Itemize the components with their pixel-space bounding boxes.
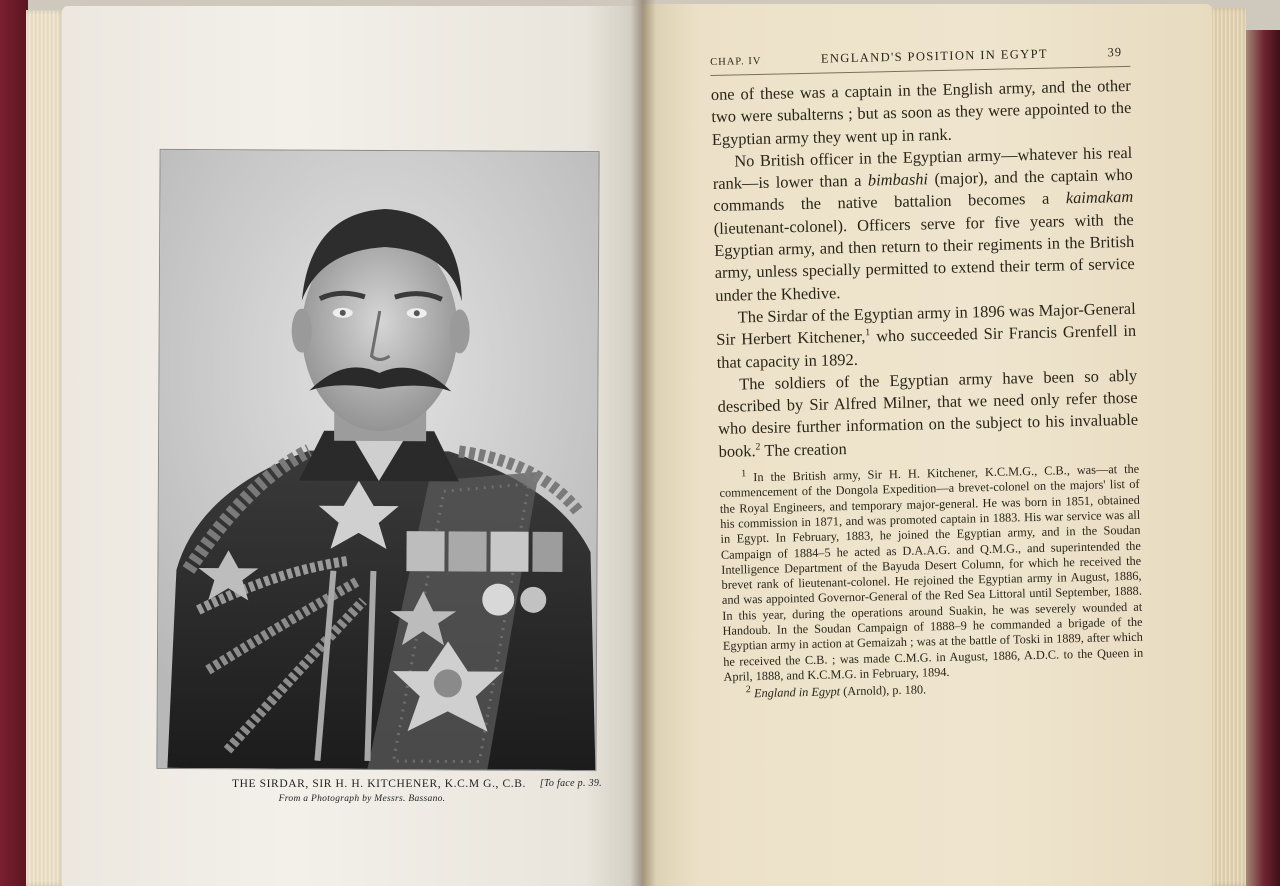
- paragraph-3-text-a: The Sirdar of the Egyptian army in 1896 was Major-General Sir Herbert Kitchener,: [716, 298, 1136, 350]
- right-page-text: [710, 45, 1144, 703]
- paragraph-2-text-a: No British officer in the Egyptian army—whatever his real rank—is lower than a: [712, 142, 1133, 194]
- paragraph-2-text-c: (major), and the captain who commands the native battalion becomes a: [713, 164, 1133, 216]
- paragraph-3: [716, 298, 1137, 374]
- footnote-1: [719, 462, 1144, 685]
- footnote-2-text: (Arnold), p. 180.: [839, 682, 927, 699]
- book-gutter: [630, 0, 656, 886]
- paragraph-4: [717, 365, 1139, 463]
- portrait-illustration: [157, 150, 598, 770]
- paragraph-4-text-b: The creation: [760, 438, 847, 460]
- caption-credit: From a Photograph by Messrs. Bassano.: [278, 794, 446, 804]
- chapter-label: CHAP. IV: [710, 55, 762, 68]
- term-bimbashi: bimbashi: [867, 169, 929, 190]
- term-kaimakam: kaimakam: [1065, 187, 1134, 208]
- running-title: ENGLAND'S POSITION IN EGYPT: [820, 46, 1049, 66]
- caption-facing-page: [To face p. 39.: [539, 778, 602, 789]
- footnote-1-marker: 1: [741, 468, 747, 480]
- footnote-1-text: In the British army, Sir H. H. Kitchener, K.C.M.G., C.B., was—at the commencement of the Dongola Expedition—a brevet-colonel on the majors' list of the Royal Engineers, and temporary major-general. He was born in 1851, obtained his commission in 1871, and was promoted captain in 1883. His war service was all in Egypt. In February, 1883, he joined the Egyptian army, and in the Soudan Campaign of 1884–5 he acted as D.A.A.G. and Q.M.G., and superintended the Intelligence Department of the Bayuda Desert Column, for which he received the brevet rank of lieutenant-colonel. He rejoined the Egyptian army in August, 1886, and was appointed Governor-General of the Red Sea Littoral until September, 1888. In this year, during the operations around Suakin, he was severely wounded at Handoub. In the Soudan Campaign of 1888–9 he commanded a brigade of the Egyptian army in action at Gemaizah ; was at the battle of Toski in 1889, after which he received the C.B. ; was made C.M.G. in August, 1886, A.D.C. to the Queen in April, 1888, and K.C.M.G. in February, 1894.: [719, 461, 1144, 684]
- paragraph-2: [712, 142, 1135, 307]
- paragraph-2-text-e: (lieutenant-colonel). Officers serve for five years with the Egyptian army, and then return to their regiments in the British army, unless specially permitted to extend their term of service under the Khedive.: [713, 209, 1135, 305]
- plate-caption: [232, 778, 612, 804]
- footnote-2-book-title: England in Egypt: [753, 684, 841, 701]
- caption-title: THE SIRDAR, SIR H. H. KITCHENER, K.C.M G., C.B.: [232, 778, 526, 790]
- portrait-photograph: [156, 149, 599, 771]
- page-number: 39: [1107, 45, 1123, 60]
- paragraph-3-text-b: who succeeded Sir Francis Grenfell in that capacity in 1892.: [716, 321, 1137, 372]
- footnote-ref-1: 1: [865, 327, 871, 339]
- footnote-ref-2: 2: [755, 441, 761, 453]
- book-cover-right: [1240, 30, 1280, 886]
- paragraph-4-text-a: The soldiers of the Egyptian army have been so ably described by Sir Alfred Milner, that we need only refer those who desire further information on the subject to his invaluable book.: [717, 365, 1139, 461]
- paragraph-1: one of these was a captain in the English army, and the other two were subalterns ; but as soon as they were appointed to the Egyptian army they went up in rank.: [710, 75, 1132, 149]
- footnote-2-marker: 2: [745, 684, 752, 696]
- footnotes: [719, 462, 1144, 703]
- page-edges-left: [26, 10, 66, 886]
